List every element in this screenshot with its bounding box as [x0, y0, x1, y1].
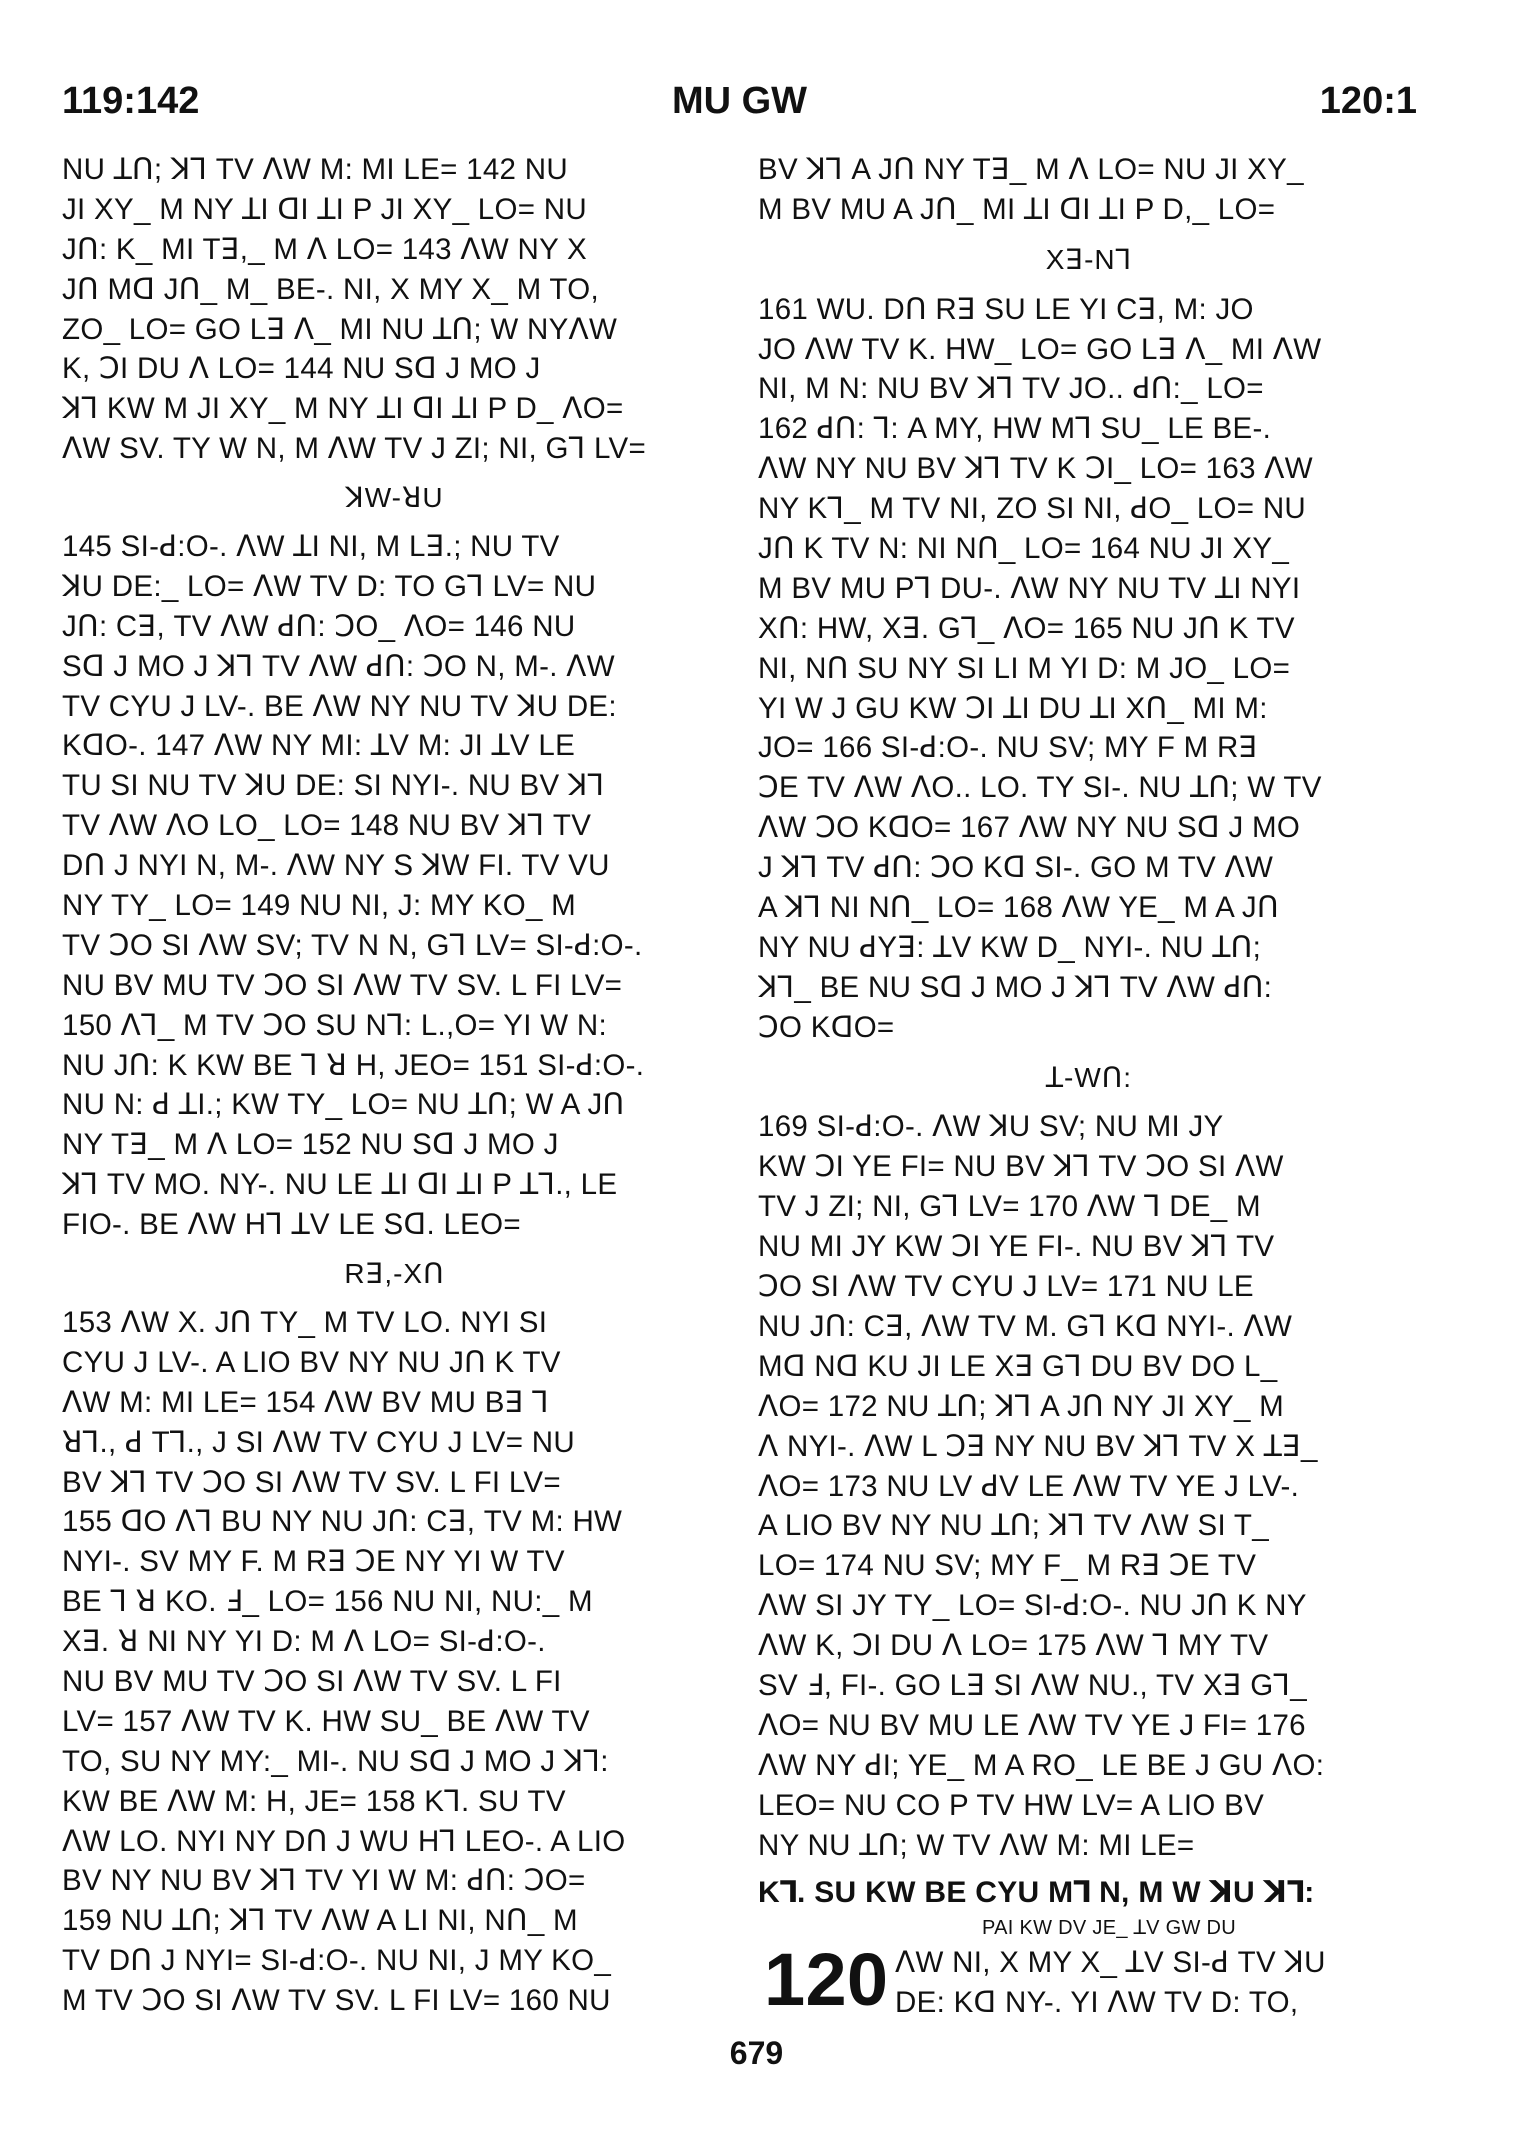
text-line: ꓥW LO. NYI NY Dꓵ J WU Hꓶ LEO-. A LIO	[62, 1824, 626, 1858]
text-line: M BV MU A Jꓵ_ MI ꓕI ꓷI ꓕI P D,_ LO=	[758, 192, 1276, 226]
text-line: JI XY_ M NY ꓕI ꓷI ꓕI P JI XY_ LO= NU	[62, 192, 587, 226]
text-line: NY Kꓶ_ M TV NI, ZO SI NI, ꓒO_ LO= NU	[758, 492, 1307, 526]
text-line: A ꓘꓶ NI Nꓵ_ LO= 168 ꓥW YE_ M A Jꓵ	[758, 891, 1279, 925]
text-line: ꓛO SI ꓥW TV CYU J LV= 171 NU LE	[758, 1270, 1254, 1304]
text-line: NI, M N: NU BV ꓘꓶ TV JO.. ꓒꓵ:_ LO=	[758, 372, 1264, 406]
text-line: 153 ꓥW X. Jꓵ TY_ M TV LO. NYI SI	[62, 1305, 548, 1339]
text-line: ꓥW M: MI LE= 154 ꓥW BV MU Bꓱ ꓶ	[62, 1385, 549, 1419]
running-head	[62, 80, 1417, 130]
section-heading: ꓕ-Wꓵ:	[1045, 1061, 1133, 1093]
text-line: 155 ꓷO ꓥꓶ BU NY NU Jꓵ: Cꓱ, TV M: HW	[62, 1505, 623, 1539]
text-line: 145 SI-ꓒ:O-. ꓥW ꓕI NI, M Lꓱ.; NU TV	[62, 530, 560, 564]
text-line: NI, Nꓵ SU NY SI LI M YI D: M JO_ LO=	[758, 651, 1291, 685]
chapter-start	[758, 1938, 1420, 2023]
text-line: CYU J LV-. A LIO BV NY NU Jꓵ K TV	[62, 1345, 561, 1379]
text-line: TV J ZI; NI, Gꓶ LV= 170 ꓥW ꓶ DE_ M	[758, 1190, 1261, 1224]
text-line: NY NU ꓒYꓱ: ꓕV KW D_ NYI-. NU ꓕꓵ;	[758, 930, 1262, 964]
text-line: BE ꓶ ꓤ KO. ꓞ_ LO= 156 NU NI, NU:_ M	[62, 1585, 593, 1619]
text-line: TV ꓛO SI ꓥW SV; TV N N, Gꓶ LV= SI-ꓒ:O-.	[62, 928, 643, 962]
running-head-right-reference: 120:1	[1319, 80, 1417, 122]
text-line: A LIO BV NY NU ꓕꓵ; ꓘꓶ TV ꓥW SI T_	[758, 1509, 1269, 1543]
text-line: ꓥW SV. TY W N, M ꓥW TV J ZI; NI, Gꓶ LV=	[62, 432, 647, 466]
text-line: TV ꓥW ꓥO LO_ LO= 148 NU BV ꓘꓶ TV	[62, 809, 592, 843]
text-line: BV NY NU BV ꓘꓶ TV YI W M: ꓒꓵ: ꓛO=	[62, 1864, 586, 1898]
text-line: NU BV MU TV ꓛO SI ꓥW TV SV. L FI	[62, 1664, 562, 1698]
text-line: ꓥO= NU BV MU LE ꓥW TV YE J FI= 176	[758, 1708, 1306, 1742]
text-line: Dꓵ J NYI N, M-. ꓥW NY S ꓘW FI. TV VU	[62, 849, 610, 883]
text-line: Jꓵ: K_ MI Tꓱ,_ M ꓥ LO= 143 ꓥW NY X	[62, 232, 587, 266]
text-line: JO= 166 SI-ꓒ:O-. NU SV; MY F M Rꓱ	[758, 731, 1258, 765]
text-line: KW BE ꓥW M: H, JE= 158 Kꓶ. SU TV	[62, 1784, 566, 1818]
text-line: ꓥO= 172 NU ꓕꓵ; ꓘꓶ A Jꓵ NY JI XY_ M	[758, 1389, 1285, 1423]
text-line: JO ꓥW TV K. HW_ LO= GO Lꓱ ꓥ_ MI ꓥW	[758, 332, 1322, 366]
text-line: ꓥW NI, X MY X_ ꓕV SI-ꓒ TV ꓘU	[895, 1946, 1326, 1980]
text-line: NU MI JY KW ꓛI YE FI-. NU BV ꓘꓶ TV	[758, 1230, 1275, 1264]
text-line: Jꓵ K TV N: NI Nꓵ_ LO= 164 NU JI XY_	[758, 532, 1290, 566]
text-line: 169 SI-ꓒ:O-. ꓥW ꓘU SV; NU MI JY	[758, 1110, 1224, 1144]
text-line: Jꓵ Mꓷ Jꓵ_ M_ BE-. NI, X MY X_ M TO,	[62, 272, 599, 306]
text-line: ꓘꓶ TV MO. NY-. NU LE ꓕI ꓷI ꓕI P ꓕꓶ., LE	[62, 1168, 618, 1202]
text-line: ꓘꓶ_ BE NU Sꓷ J MO J ꓘꓶ TV ꓥW ꓒꓵ:	[758, 970, 1273, 1004]
text-line: FIO-. BE ꓥW Hꓶ ꓕV LE Sꓷ. LEO=	[62, 1208, 521, 1242]
page-number: 679	[729, 2035, 784, 2071]
text-line: NU BV MU TV ꓛO SI ꓥW TV SV. L FI LV=	[62, 968, 623, 1002]
text-line: ꓥO= 173 NU LV ꓒV LE ꓥW TV YE J LV-.	[758, 1469, 1300, 1503]
text-line: Sꓷ J MO J ꓘꓶ TV ꓥW ꓒꓵ: ꓛO N, M-. ꓥW	[62, 649, 615, 683]
text-line: Jꓵ: Cꓱ, TV ꓥW ꓒꓵ: ꓛO_ ꓥO= 146 NU	[62, 609, 576, 643]
text-line: SV ꓞ, FI-. GO Lꓱ SI ꓥW NU., TV Xꓱ Gꓶ_	[758, 1668, 1307, 1702]
text-line: LEO= NU CO P TV HW LV= A LIO BV	[758, 1788, 1265, 1822]
text-line: TU SI NU TV ꓘU DE: SI NYI-. NU BV ꓘꓶ	[62, 769, 605, 803]
text-line: 150 ꓥꓶ_ M TV ꓛO SU Nꓶ: L.,O= YI W N:	[62, 1008, 607, 1042]
text-line: TV CYU J LV-. BE ꓥW NY NU TV ꓘU DE:	[62, 689, 617, 723]
text-line: NY TY_ LO= 149 NU NI, J: MY KO_ M	[62, 889, 577, 923]
text-line: ꓥW NY NU BV ꓘꓶ TV K ꓛI_ LO= 163 ꓥW	[758, 452, 1313, 486]
text-line: J ꓘꓶ TV ꓒꓵ: ꓛO Kꓷ SI-. GO M TV ꓥW	[758, 851, 1274, 885]
running-head-left-reference: 119:142	[62, 80, 200, 122]
text-line: LV= 157 ꓥW TV K. HW SU_ BE ꓥW TV	[62, 1704, 590, 1738]
text-line: NYI-. SV MY F. M Rꓱ ꓛE NY YI W TV	[62, 1545, 565, 1579]
text-line: NU ꓕꓵ; ꓘꓶ TV ꓥW M: MI LE= 142 NU	[62, 153, 568, 186]
text-line: LO= 174 NU SV; MY F_ M Rꓱ ꓛE TV	[758, 1549, 1257, 1583]
text-line: KW ꓛI YE FI= NU BV ꓘꓶ TV ꓛO SI ꓥW	[758, 1150, 1284, 1184]
text-line: ꓤꓶ., ꓒ Tꓶ., J SI ꓥW TV CYU J LV= NU	[62, 1425, 575, 1459]
text-line: Mꓷ Nꓷ KU JI LE Xꓱ Gꓶ DU BV DO L_	[758, 1349, 1278, 1383]
text-line: M TV ꓛO SI ꓥW TV SV. L FI LV= 160 NU	[62, 1984, 611, 2018]
chapter-heading: Kꓶ. SU KW BE CYU Mꓶ N, M W ꓘU ꓘꓶ:	[758, 1876, 1315, 1910]
section-heading: Rꓱ,-Xꓵ	[344, 1258, 445, 1290]
text-line: YI W J GU KW ꓛI ꓕI DU ꓕI Xꓵ_ MI M:	[758, 691, 1268, 725]
text-line: KꓷO-. 147 ꓥW NY MI: ꓕV M: JI ꓕV LE	[62, 729, 576, 763]
text-line: ꓥ NYI-. ꓥW L ꓛꓱ NY NU BV ꓘꓶ TV X ꓕꓱ_	[758, 1429, 1318, 1463]
text-line: ꓥW NY ꓒI; YE_ M A RO_ LE BE J GU ꓥO:	[758, 1748, 1325, 1782]
chapter-subheading: PAI KW DV JE_ ꓕV GW DU	[981, 1917, 1237, 1940]
text-line: 162 ꓒꓵ: ꓶ: A MY, HW Mꓶ SU_ LE BE-.	[758, 412, 1272, 446]
text-line: ꓥW ꓛO KꓷO= 167 ꓥW NY NU Sꓷ J MO	[758, 811, 1301, 845]
text-line: DE: Kꓷ NY-. YI ꓥW TV D: TO,	[895, 1986, 1299, 2020]
chapter-opening-lines	[895, 1943, 1420, 2023]
right-text-column	[758, 150, 1420, 2023]
left-text-column	[62, 150, 727, 2021]
text-line: TO, SU NY MY:_ MI-. NU Sꓷ J MO J ꓘꓶ:	[62, 1744, 609, 1778]
running-head-book-title: MU GW	[671, 80, 808, 122]
text-line: NU Jꓵ: K KW BE ꓶ ꓤ H, JEO= 151 SI-ꓒ:O-.	[62, 1048, 645, 1082]
right-column-lines	[758, 150, 1420, 1865]
text-line: ꓛO KꓷO=	[758, 1010, 895, 1044]
section-heading: Xꓱ-Nꓶ	[1045, 243, 1133, 275]
text-line: NY NU ꓕꓵ; W TV ꓥW M: MI LE=	[758, 1828, 1195, 1862]
text-line: BV ꓘꓶ A Jꓵ NY Tꓱ_ M ꓥ LO= NU JI XY_	[758, 153, 1304, 186]
text-line: NU Jꓵ: Cꓱ, ꓥW TV M. Gꓶ Kꓷ NYI-. ꓥW	[758, 1309, 1293, 1343]
text-line: ꓥW K, ꓛI DU ꓥ LO= 175 ꓥW ꓶ MY TV	[758, 1629, 1269, 1663]
text-line: ꓘꓶ KW M JI XY_ M NY ꓕI ꓷI ꓕI P D_ ꓥO=	[62, 392, 624, 426]
section-heading: ꓘW-ꓤU	[345, 482, 444, 514]
text-line: TV Dꓵ J NYI= SI-ꓒ:O-. NU NI, J MY KO_	[62, 1944, 612, 1978]
text-line: 161 WU. Dꓵ Rꓱ SU LE YI Cꓱ, M: JO	[758, 292, 1254, 326]
text-line: NY Tꓱ_ M ꓥ LO= 152 NU Sꓷ J MO J	[62, 1128, 559, 1162]
text-line: M BV MU Pꓶ DU-. ꓥW NY NU TV ꓕI NYI	[758, 571, 1301, 605]
text-line: ꓥW SI JY TY_ LO= SI-ꓒ:O-. NU Jꓵ K NY	[758, 1589, 1307, 1623]
text-line: BV ꓘꓶ TV ꓛO SI ꓥW TV SV. L FI LV=	[62, 1465, 561, 1499]
text-line: Xꓵ: HW, Xꓱ. Gꓶ_ ꓥO= 165 NU Jꓵ K TV	[758, 611, 1295, 645]
text-line: NU N: ꓒ ꓕI.; KW TY_ LO= NU ꓕꓵ; W A Jꓵ	[62, 1088, 625, 1122]
text-line: ꓘU DE:_ LO= ꓥW TV D: TO Gꓶ LV= NU	[62, 569, 597, 603]
text-line: 159 NU ꓕꓵ; ꓘꓶ TV ꓥW A LI NI, Nꓵ_ M	[62, 1904, 578, 1938]
chapter-number: 120	[764, 1938, 889, 2022]
text-line: ꓛE TV ꓥW ꓥO.. LO. TY SI-. NU ꓕꓵ; W TV	[758, 771, 1322, 805]
text-line: Xꓱ. ꓤ NI NY YI D: M ꓥ LO= SI-ꓒ:O-.	[62, 1625, 546, 1659]
text-line: K, ꓛI DU ꓥ LO= 144 NU Sꓷ J MO J	[62, 352, 541, 386]
text-line: ZO_ LO= GO Lꓱ ꓥ_ MI NU ꓕꓵ; W NYꓥW	[62, 312, 618, 346]
